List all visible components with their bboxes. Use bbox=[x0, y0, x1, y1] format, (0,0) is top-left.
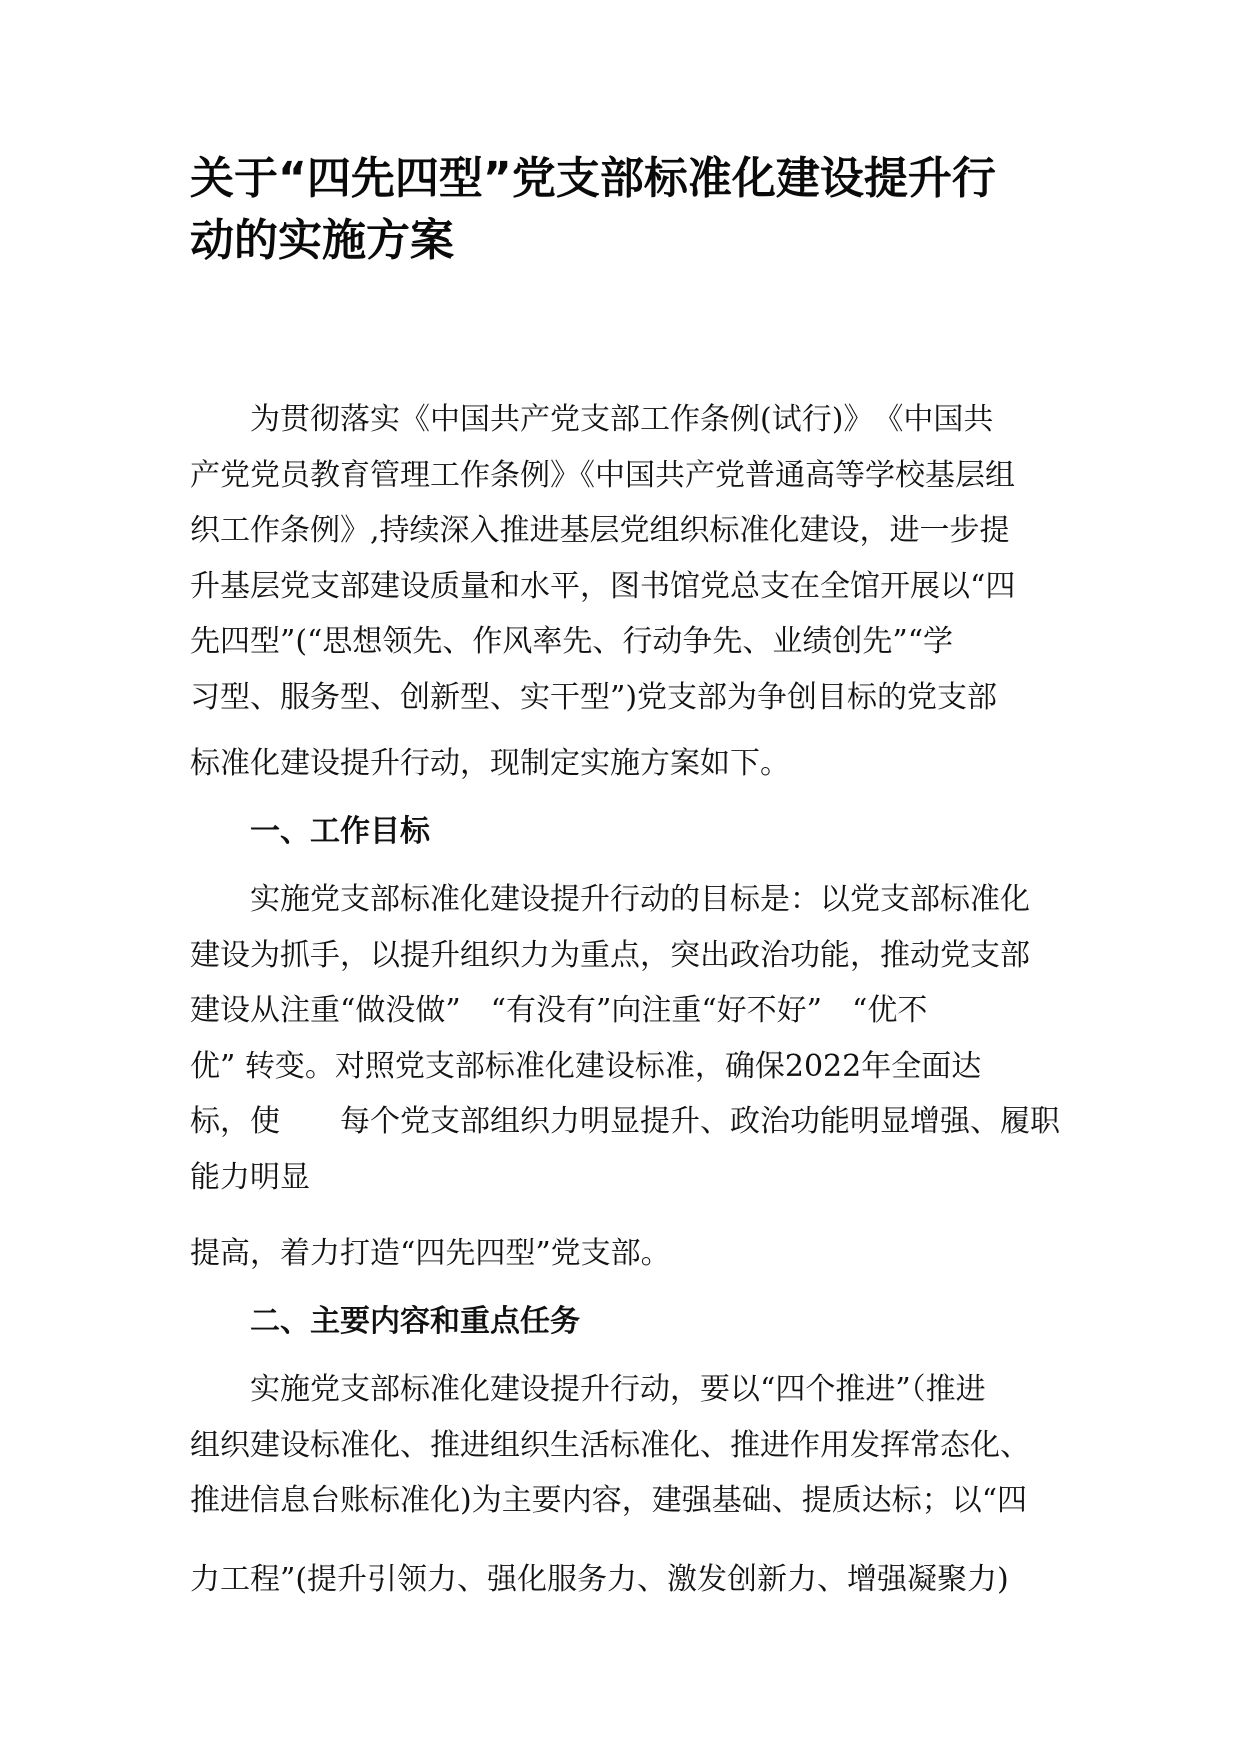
document-title bbox=[190, 148, 1070, 272]
section1-line: 实施党支部标准化建设提升行动的目标是：以党支部标准化 bbox=[250, 882, 1030, 917]
section2-line: 力工程”(提升引领力、强化服务力、激发创新力、增强凝聚力) bbox=[190, 1562, 1009, 1597]
section2-line: 推进信息台账标准化)为主要内容，建强基础、提质达标；以“四 bbox=[190, 1483, 1028, 1518]
section2-line: 实施党支部标准化建设提升行动，要以“四个推进”（推进 bbox=[250, 1372, 986, 1407]
title-line: 关于“四先四型”党支部标准化建设提升行 bbox=[190, 153, 996, 204]
section-heading-goals: 一、工作目标 bbox=[250, 814, 430, 849]
section1-line: 建设从注重“做没做” “有没有”向注重“好不好” “优不 bbox=[190, 993, 928, 1028]
intro-line: 升基层党支部建设质量和水平，图书馆党总支在全馆开展以“四 bbox=[190, 569, 1016, 604]
title-line: 动的实施方案 bbox=[190, 215, 454, 266]
intro-line: 先四型”(“思想领先、作风率先、行动争先、业绩创先”“学 bbox=[190, 624, 954, 659]
intro-line: 为贯彻落实《中国共产党支部工作条例(试行)》 《中国共 bbox=[250, 402, 994, 437]
section2-line: 组织建设标准化、推进组织生活标准化、推进作用发挥常态化、 bbox=[190, 1428, 1030, 1463]
intro-line: 产党党员教育管理工作条例》《中国共产党普通高等学校基层组 bbox=[190, 458, 1015, 493]
intro-line: 习型、服务型、创新型、实干型”)党支部为争创目标的党支部 bbox=[190, 680, 998, 715]
intro-line: 织工作条例》,持续深入推进基层党组织标准化建设，进一步提 bbox=[190, 513, 1010, 548]
intro-line: 标准化建设提升行动，现制定实施方案如下。 bbox=[190, 746, 790, 781]
section1-line: 优” 转变。对照党支部标准化建设标准，确保2022年全面达 bbox=[190, 1049, 982, 1084]
section-heading-tasks: 二、主要内容和重点任务 bbox=[250, 1304, 580, 1339]
section1-line: 提高，着力打造“四先四型”党支部。 bbox=[190, 1236, 671, 1271]
section1-line: 能力明显 bbox=[190, 1160, 310, 1195]
section1-line: 建设为抓手，以提升组织力为重点，突出政治功能，推动党支部 bbox=[190, 938, 1030, 973]
section1-line: 标，使 每个党支部组织力明显提升、政治功能明显增强、履职 bbox=[190, 1104, 1060, 1139]
